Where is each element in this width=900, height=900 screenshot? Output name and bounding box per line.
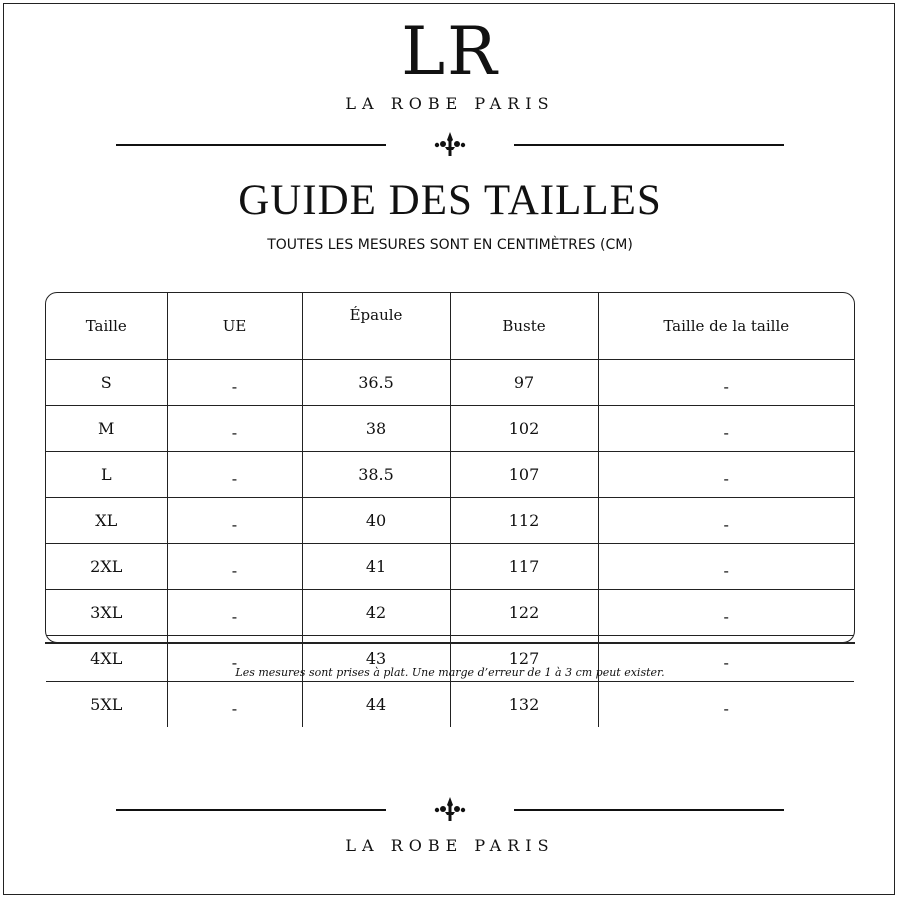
cell-size: 3XL: [46, 590, 167, 636]
table-row: [46, 406, 854, 452]
header-tour-de-taille: Taille de la taille: [598, 293, 854, 360]
top-divider: [0, 130, 900, 160]
size-table: [46, 293, 854, 727]
cell-shoulder: 44: [302, 682, 450, 728]
cell-waist: -: [598, 406, 854, 452]
brand-monogram: LR: [401, 13, 499, 90]
cell-eu: -: [167, 360, 302, 406]
page-subtitle: TOUTES LES MESURES SONT EN CENTIMÈTRES (CM): [267, 237, 633, 253]
cell-waist: -: [598, 590, 854, 636]
cell-bust: 132: [450, 682, 598, 728]
cell-waist: -: [598, 360, 854, 406]
cell-size: M: [46, 406, 167, 452]
table-header-row: [46, 293, 854, 360]
table-row: [46, 590, 854, 636]
cell-shoulder: 42: [302, 590, 450, 636]
table-row: [46, 360, 854, 406]
measurement-note: Les mesures sont prises à plat. Une marge d’erreur de 1 à 3 cm peut exister.: [235, 666, 665, 679]
cell-waist: -: [598, 452, 854, 498]
divider-line-left: [116, 809, 386, 811]
cell-bust: 122: [450, 590, 598, 636]
fleur-de-lis-icon: [432, 795, 468, 825]
header-epaule: Épaule: [302, 293, 450, 360]
cell-eu: -: [167, 452, 302, 498]
cell-bust: 112: [450, 498, 598, 544]
cell-eu: -: [167, 590, 302, 636]
fleur-de-lis-icon: [432, 130, 468, 160]
divider-line-right: [514, 144, 784, 146]
cell-eu: -: [167, 636, 302, 682]
divider-line-right: [514, 809, 784, 811]
cell-size: 5XL: [46, 682, 167, 728]
cell-shoulder: 41: [302, 544, 450, 590]
header-taille: Taille: [46, 293, 167, 360]
table-row: [46, 544, 854, 590]
cell-eu: -: [167, 406, 302, 452]
table-row: [46, 452, 854, 498]
brand-name-bottom: LA ROBE PARIS: [345, 836, 555, 855]
cell-waist: -: [598, 682, 854, 728]
cell-shoulder: 40: [302, 498, 450, 544]
cell-eu: -: [167, 498, 302, 544]
cell-waist: -: [598, 636, 854, 682]
cell-shoulder: 38: [302, 406, 450, 452]
cell-shoulder: 38.5: [302, 452, 450, 498]
cell-shoulder: 43: [302, 636, 450, 682]
cell-size: S: [46, 360, 167, 406]
cell-shoulder: 36.5: [302, 360, 450, 406]
header-buste: Buste: [450, 293, 598, 360]
cell-size: L: [46, 452, 167, 498]
divider-line-left: [116, 144, 386, 146]
page-title: GUIDE DES TAILLES: [238, 177, 662, 224]
table-row: [46, 498, 854, 544]
cell-bust: 102: [450, 406, 598, 452]
cell-size: XL: [46, 498, 167, 544]
brand-name-top: LA ROBE PARIS: [345, 94, 555, 113]
table-row: [46, 682, 854, 728]
header-ue: UE: [167, 293, 302, 360]
cell-bust: 117: [450, 544, 598, 590]
cell-waist: -: [598, 544, 854, 590]
table-underline: [45, 642, 855, 644]
cell-waist: -: [598, 498, 854, 544]
cell-bust: 107: [450, 452, 598, 498]
cell-eu: -: [167, 544, 302, 590]
bottom-divider: [0, 795, 900, 825]
cell-bust: 127: [450, 636, 598, 682]
cell-size: 2XL: [46, 544, 167, 590]
cell-size: 4XL: [46, 636, 167, 682]
cell-eu: -: [167, 682, 302, 728]
cell-bust: 97: [450, 360, 598, 406]
